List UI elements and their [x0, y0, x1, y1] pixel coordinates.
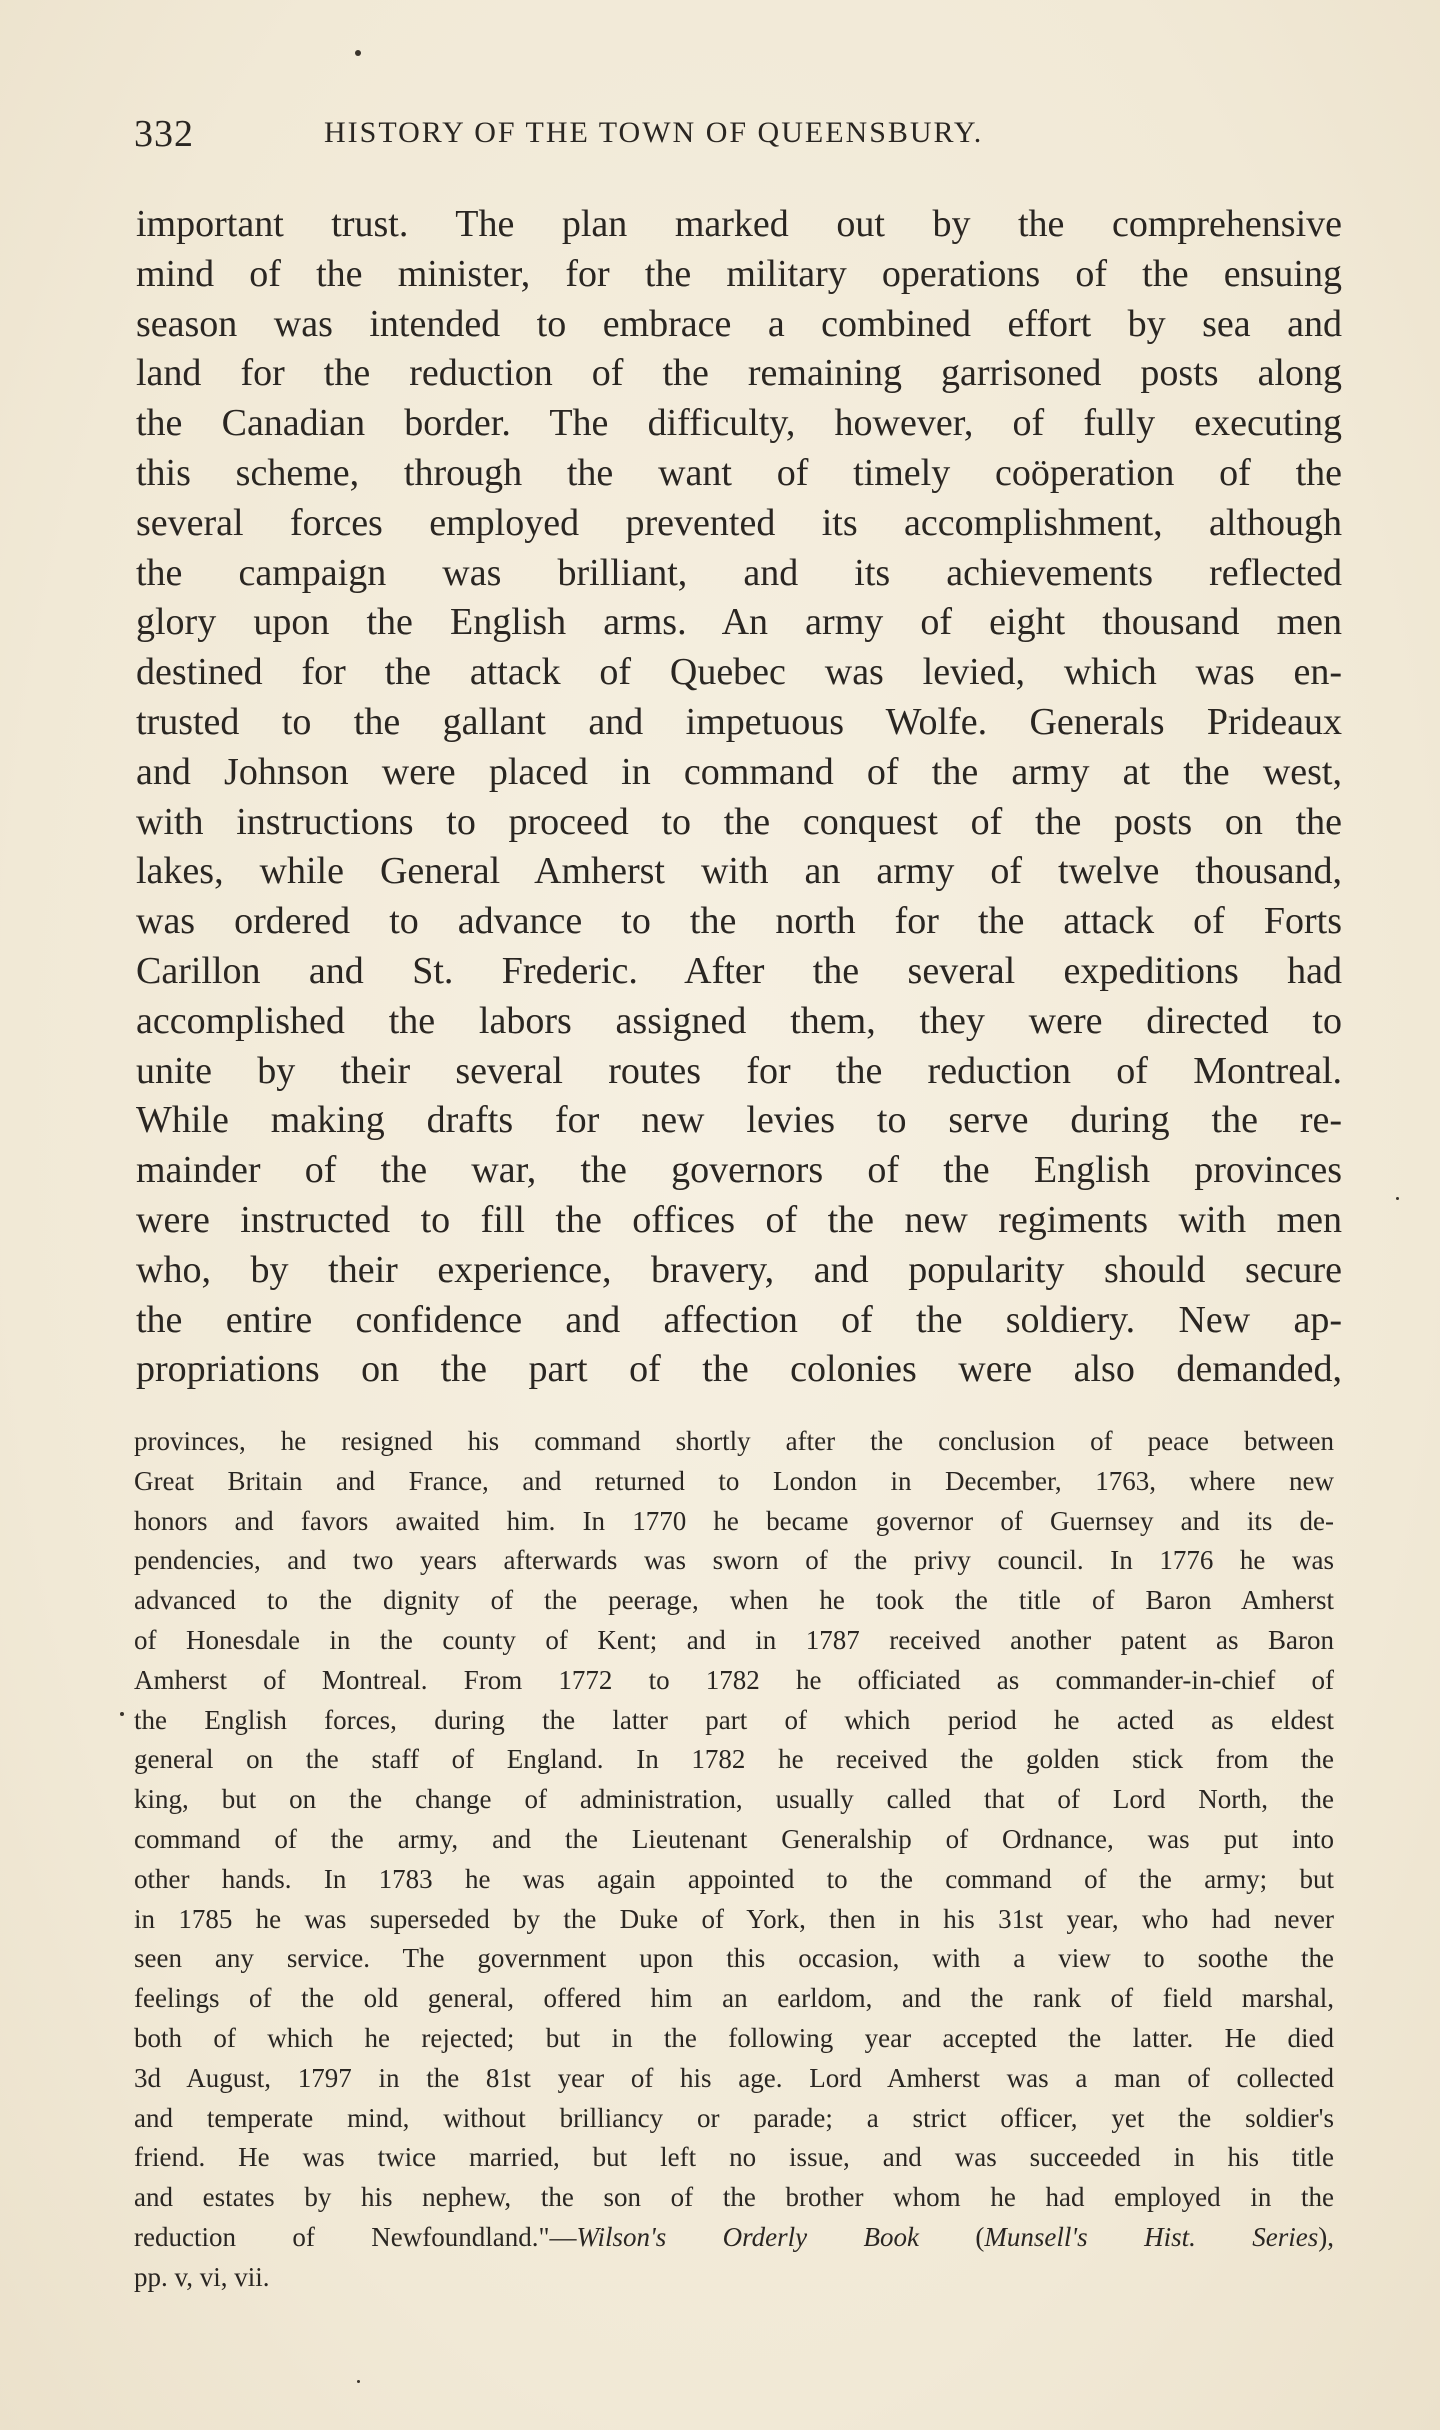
footnote-line: of Honesdale in the county of Kent; and in 1787 received another patent as Baron [134, 1624, 1334, 1655]
body-line: this scheme, through the want of timely coöperation of the [136, 451, 1342, 494]
body-line: was ordered to advance to the north for the attack of Forts [136, 900, 1342, 943]
footnote-line: other hands. In 1783 he was again appointed to the command of the army; but [134, 1863, 1334, 1894]
body-line: glory upon the English arms. An army of eight thousand men [136, 601, 1342, 644]
body-line: the Canadian border. The difficulty, however, of fully executing [136, 402, 1342, 445]
footnote-line: friend. He was twice married, but left no issue, and was succeeded in his title [134, 2142, 1334, 2173]
body-line: accomplished the labors assigned them, they were directed to [136, 999, 1342, 1042]
citation-book-title: Wilson's Orderly Book [576, 2221, 920, 2252]
footnote-line: both of which he rejected; but in the following year accepted the latter. He died [134, 2022, 1334, 2053]
body-line: mainder of the war, the governors of the English provinces [136, 1149, 1342, 1192]
body-line: season was intended to embrace a combined effort by sea and [136, 302, 1342, 345]
footnote-citation-line [134, 2218, 1334, 2258]
footnote-line: Amherst of Montreal. From 1772 to 1782 he officiated as commander-in-chief of [134, 1664, 1334, 1695]
body-line: mind of the minister, for the military operations of the ensuing [136, 252, 1342, 295]
body-line: the entire confidence and affection of the soldiery. New ap- [136, 1298, 1342, 1341]
footnote-line: general on the staff of England. In 1782 he received the golden stick from the [134, 1744, 1334, 1775]
body-paragraph [136, 200, 1342, 1395]
body-line: trusted to the gallant and impetuous Wolfe. Generals Prideaux [136, 700, 1342, 743]
footnote-line: advanced to the dignity of the peerage, when he took the title of Baron Amherst [134, 1585, 1334, 1616]
print-speck-left-margin [120, 1712, 124, 1716]
footnote-line: provinces, he resigned his command shortly after the conclusion of peace between [134, 1426, 1334, 1456]
body-line: the campaign was brilliant, and its achievements reflected [136, 551, 1342, 594]
footnote-line: honors and favors awaited him. In 1770 he became governor of Guernsey and its de- [134, 1505, 1334, 1536]
body-line: were instructed to fill the offices of the new regiments with men [136, 1198, 1342, 1241]
body-line: destined for the attack of Quebec was levied, which was en- [136, 651, 1342, 694]
footnote-final-line: pp. v, vi, vii. [134, 2261, 270, 2292]
print-speck-top [355, 50, 361, 56]
citation-lead: reduction of Newfoundland."— [134, 2221, 577, 2252]
body-line: Carillon and St. Frederic. After the several expeditions had [136, 949, 1342, 992]
page-number: 332 [134, 113, 194, 155]
footnote-line: and estates by his nephew, the son of the brother whom he had employed in the [134, 2182, 1334, 2213]
body-line: propriations on the part of the colonies were also demanded, [136, 1348, 1342, 1391]
body-line: lakes, while General Amherst with an army of twelve thousand, [136, 850, 1342, 893]
body-line: While making drafts for new levies to serve during the re- [136, 1099, 1342, 1142]
footnote-line: and temperate mind, without brilliancy or parade; a strict officer, yet the soldier's [134, 2102, 1334, 2133]
footnote-line: king, but on the change of administration, usually called that of Lord North, the [134, 1784, 1334, 1815]
footnote-line: pendencies, and two years afterwards was sworn of the privy council. In 1776 he was [134, 1545, 1334, 1576]
citation-paren-open: ( [919, 2221, 985, 2252]
body-line: several forces employed prevented its accomplishment, although [136, 501, 1342, 544]
body-line: who, by their experience, bravery, and popularity should secure [136, 1248, 1342, 1291]
running-head [134, 112, 1344, 162]
body-line: with instructions to proceed to the conquest of the posts on the [136, 800, 1342, 843]
print-speck-bottom [357, 2380, 360, 2383]
running-title: HISTORY OF THE TOWN OF QUEENSBURY. [324, 116, 984, 149]
footnote-line: the English forces, during the latter part of which period he acted as eldest [134, 1704, 1334, 1735]
citation-paren-close: ), [1318, 2221, 1334, 2252]
body-line: unite by their several routes for the reduction of Montreal. [136, 1049, 1342, 1092]
footnote-line: command of the army, and the Lieutenant Generalship of Ordnance, was put into [134, 1823, 1334, 1854]
footnote-line: feelings of the old general, offered him an earldom, and the rank of field marshal, [134, 1983, 1334, 2014]
citation-series: Munsell's Hist. Series [984, 2221, 1319, 2252]
footnote-line: 3d August, 1797 in the 81st year of his age. Lord Amherst was a man of collected [134, 2062, 1334, 2093]
footnote [134, 1422, 1334, 2298]
footnote-line: in 1785 he was superseded by the Duke of York, then in his 31st year, who had never [134, 1903, 1334, 1934]
print-speck-right-margin [1396, 1197, 1399, 1200]
footnote-line: Great Britain and France, and returned to London in December, 1763, where new [134, 1465, 1334, 1496]
body-line: and Johnson were placed in command of the army at the west, [136, 750, 1342, 793]
footnote-line: seen any service. The government upon this occasion, with a view to soothe the [134, 1943, 1334, 1974]
body-line: important trust. The plan marked out by the comprehensive [136, 203, 1342, 245]
body-line: land for the reduction of the remaining garrisoned posts along [136, 352, 1342, 395]
